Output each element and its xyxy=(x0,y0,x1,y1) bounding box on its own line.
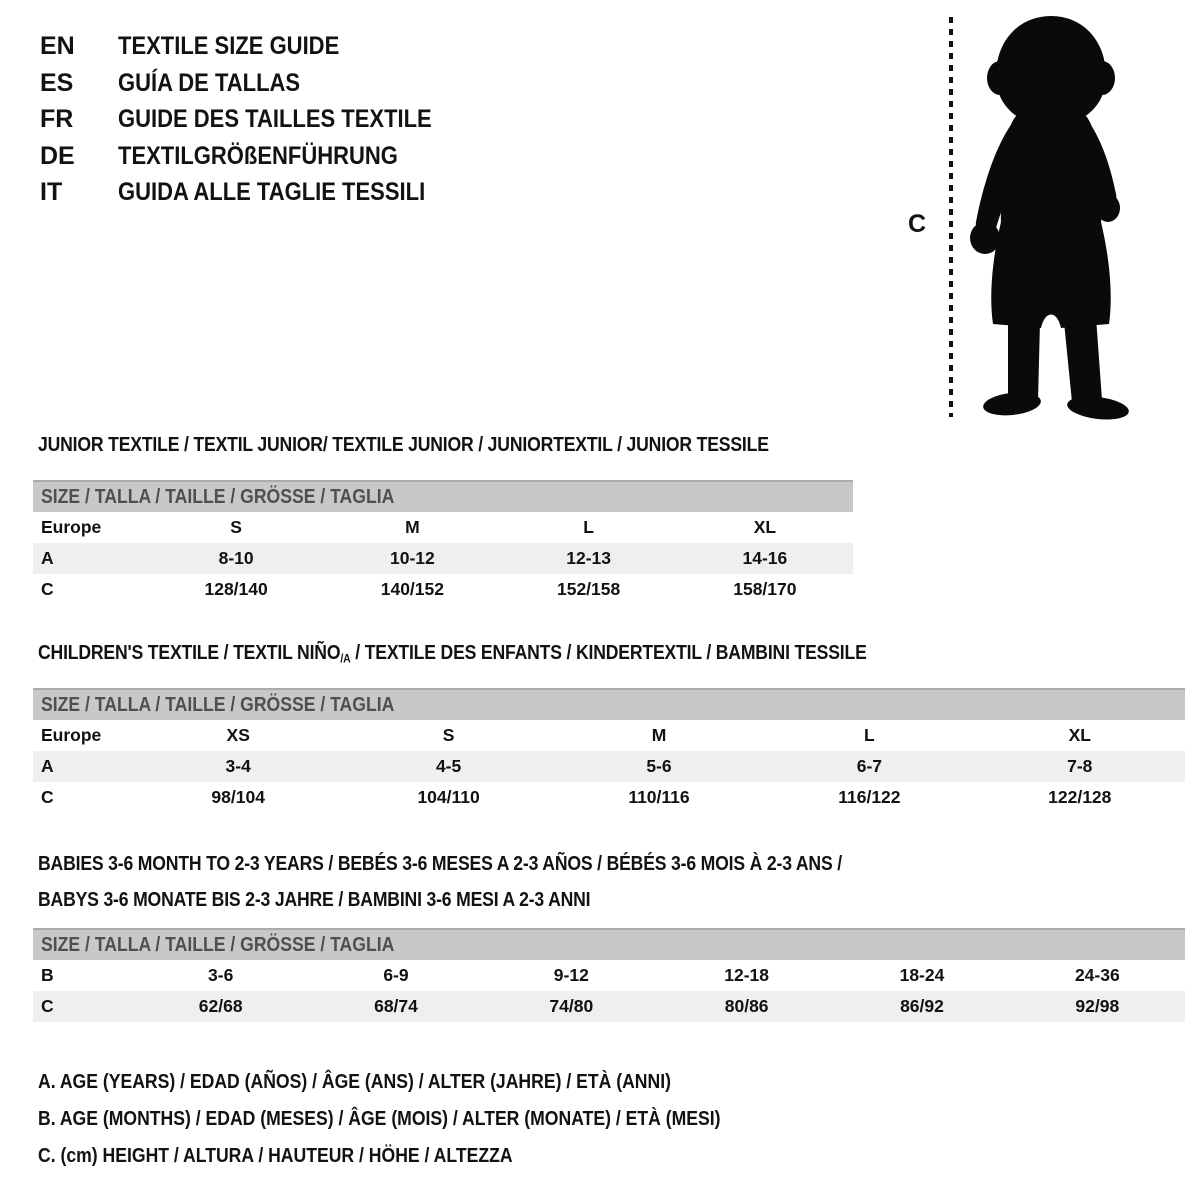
size-header: SIZE / TALLA / TAILLE / GRÖSSE / TAGLIA xyxy=(33,689,1185,720)
cell: 6-9 xyxy=(383,965,409,985)
cell: 8-10 xyxy=(148,543,324,574)
lang-code: IT xyxy=(40,178,63,206)
cell: M xyxy=(405,517,420,537)
cell: L xyxy=(583,517,594,537)
measure-label-c: C xyxy=(908,210,927,238)
cell: L xyxy=(864,725,875,745)
size-table-junior xyxy=(33,480,853,605)
cell: M xyxy=(651,725,667,745)
row-label: Europe xyxy=(41,517,102,537)
size-header: SIZE / TALLA / TAILLE / GRÖSSE / TAGLIA xyxy=(33,929,1185,960)
cell: 10-12 xyxy=(324,543,500,574)
table-row xyxy=(33,782,1185,813)
row-label: C xyxy=(33,991,133,1022)
table-header-row xyxy=(33,929,1185,960)
children-heading-text: CHILDREN'S TEXTILE / TEXTIL $NIÑO_{/A}$ / TEXTILE DES ENFANTS / KINDERTEXTIL / BAMBINI TESSILE xyxy=(38,642,867,666)
cell: 92/98 xyxy=(1010,991,1185,1022)
height-measure-line xyxy=(946,14,956,420)
row-label: C xyxy=(41,579,54,599)
junior-section-heading xyxy=(38,434,868,457)
cell: 80/86 xyxy=(659,991,834,1022)
cell: 18-24 xyxy=(899,965,945,985)
cell: 104/110 xyxy=(417,787,480,807)
cell: 110/116 xyxy=(628,787,690,807)
row-label: Europe xyxy=(41,725,102,745)
lang-label: GUIDE DES TAILLES TEXTILE xyxy=(118,105,432,133)
table-row xyxy=(33,720,1185,751)
legend-line-c: C. (cm) HEIGHT / ALTURA / HAUTEUR / HÖHE / ALTEZZA xyxy=(38,1145,513,1167)
row-label: A xyxy=(33,543,148,574)
size-table-babies xyxy=(33,928,1185,1022)
cell: 12-13 xyxy=(501,543,677,574)
cell: 98/104 xyxy=(211,787,265,807)
language-title-block xyxy=(40,28,475,211)
table-row xyxy=(33,960,1185,991)
lang-label: GUÍA DE TALLAS xyxy=(118,68,301,97)
cell: 24-36 xyxy=(1074,965,1120,985)
cell: 74/80 xyxy=(484,991,659,1022)
babies-section-heading xyxy=(38,846,952,918)
size-table-children xyxy=(33,688,1185,813)
legend-line-b: B. AGE (MONTHS) / EDAD (MESES) / ÂGE (MOIS) / ALTER (MONATE) / ETÀ (MESI) xyxy=(38,1108,721,1130)
lang-label: TEXTILE SIZE GUIDE xyxy=(118,32,340,60)
row-label: C xyxy=(41,787,54,807)
cell: 3-4 xyxy=(133,751,343,782)
lang-row-de xyxy=(40,138,475,175)
cell: 14-16 xyxy=(677,543,853,574)
table-header-row xyxy=(33,689,1185,720)
lang-row-fr xyxy=(40,101,475,138)
lang-label: TEXTILGRÖßENFÜHRUNG xyxy=(118,141,398,170)
table-header-row xyxy=(33,481,853,512)
cell: XL xyxy=(1068,725,1091,745)
cell: 9-12 xyxy=(553,965,589,985)
lang-code: EN xyxy=(40,32,75,60)
junior-heading-text: JUNIOR TEXTILE / TEXTIL JUNIOR/ TEXTILE JUNIOR / JUNIORTEXTIL / JUNIOR TESSILE xyxy=(38,434,769,456)
legend-line-a: A. AGE (YEARS) / EDAD (AÑOS) / ÂGE (ANS) / ALTER (JAHRE) / ETÀ (ANNI) xyxy=(38,1071,671,1093)
table-row xyxy=(33,751,1185,782)
lang-row-es xyxy=(40,65,475,102)
babies-heading-line1: BABIES 3-6 MONTH TO 2-3 YEARS / BEBÉS 3-6 MESES A 2-3 AÑOS / BÉBÉS 3-6 MOIS À 2-3 ANS / xyxy=(38,853,842,875)
lang-code: ES xyxy=(40,68,74,97)
cell: S xyxy=(442,725,455,745)
babies-heading-line2: BABYS 3-6 MONATE BIS 2-3 JAHRE / BAMBINI 3-6 MESI A 2-3 ANNI xyxy=(38,889,591,911)
toddler-silhouette-icon xyxy=(956,12,1146,422)
cell: 128/140 xyxy=(204,579,268,599)
lang-code: DE xyxy=(40,141,75,170)
table-row xyxy=(33,574,853,605)
legend xyxy=(38,1064,814,1175)
cell: 5-6 xyxy=(554,751,764,782)
cell: 86/92 xyxy=(834,991,1009,1022)
lang-code: FR xyxy=(40,105,74,133)
cell: 3-6 xyxy=(208,965,234,985)
cell: 140/152 xyxy=(380,579,444,599)
row-label: A xyxy=(33,751,133,782)
cell: XS xyxy=(226,725,250,745)
cell: 4-5 xyxy=(343,751,553,782)
cell: 116/122 xyxy=(838,787,901,807)
cell: 7-8 xyxy=(975,751,1185,782)
cell: 68/74 xyxy=(308,991,483,1022)
cell: 62/68 xyxy=(133,991,308,1022)
cell: 12-18 xyxy=(724,965,770,985)
lang-row-it xyxy=(40,174,475,211)
children-section-heading xyxy=(38,642,980,665)
size-header: SIZE / TALLA / TAILLE / GRÖSSE / TAGLIA xyxy=(33,481,853,512)
lang-label: GUIDA ALLE TAGLIE TESSILI xyxy=(118,178,426,206)
cell: 122/128 xyxy=(1048,787,1112,807)
row-label: B xyxy=(41,965,54,985)
nino-a-subscript: /A xyxy=(340,651,351,666)
table-row xyxy=(33,543,853,574)
cell: 158/170 xyxy=(733,579,797,599)
table-row xyxy=(33,991,1185,1022)
lang-row-en xyxy=(40,28,475,65)
table-row xyxy=(33,512,853,543)
cell: XL xyxy=(753,517,777,537)
cell: 6-7 xyxy=(764,751,974,782)
cell: S xyxy=(230,517,242,537)
cell: 152/158 xyxy=(556,579,621,599)
